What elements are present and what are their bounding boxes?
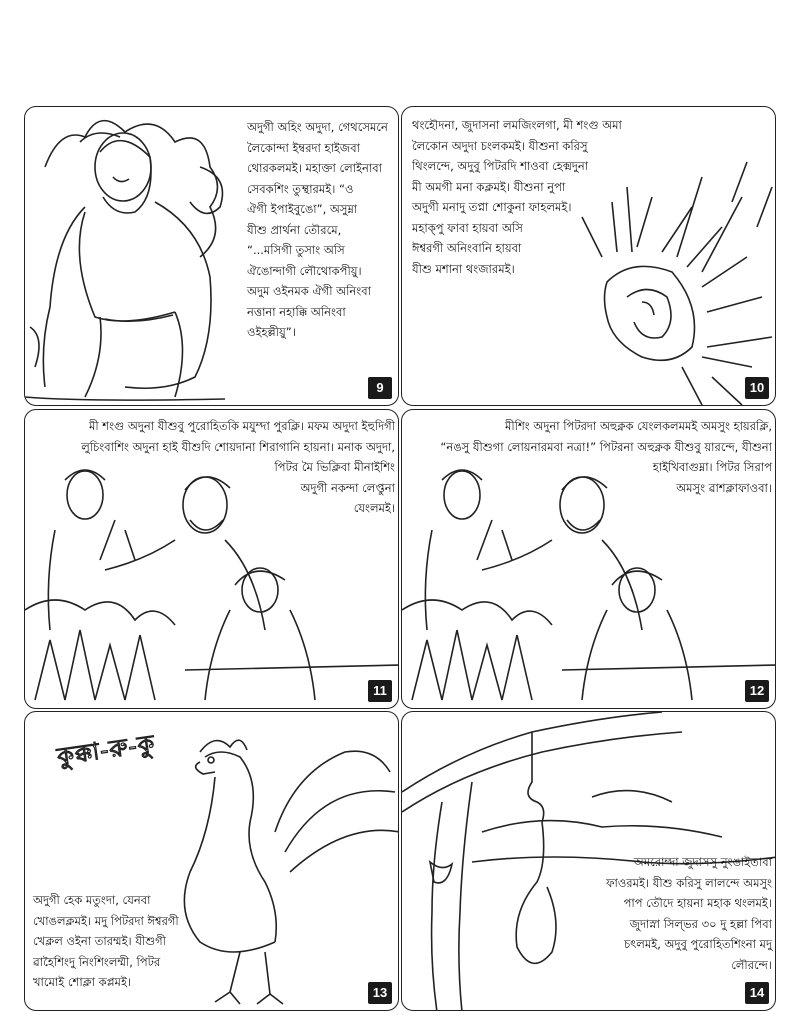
- panel-12: [401, 409, 776, 709]
- panel-number: 10: [745, 377, 769, 399]
- panel-number: 12: [745, 680, 769, 702]
- panel-9-text: অদুগী অহিং অদুদা, গেথসেমনে লৈকোন্দা ইম্বরদা হাইজবা থোরকলমই। মহাক্তা লোইনাবা সেবকশিং তুম্থারমই। “ও ঐগী ইপাইবুঙো”, অসুম্না যীশু প্রার্থনা তৌরমে, “...মসিগী তুসাং অসি ঐঙোন্দাগী লৌথোকপীয়ু। অদুম ওইনমক ঐগী অনিংবা নত্তানা নহাক্কি অনিংবা ওইহল্লীয়ু”।: [247, 120, 388, 339]
- rooster-crow-sound: কুক্কা-রু-কু: [55, 729, 158, 771]
- panel-13-text: অদুগী হেক মতুংদা, যেনবা খোঙলক্লমই। মদু পিটরদা ঈশ্বরগী খেক্লল ওইনা তারম্মই। যীশুগী ৱাহৈশিংদু নিংশিংলম্মী, পিটর খামোই শোক্লা কপ্লমই।: [33, 893, 179, 989]
- panel-number: 9: [368, 377, 392, 399]
- panel-number: 13: [368, 982, 392, 1004]
- panel-14: [401, 711, 776, 1011]
- panel-11-text: মী শংগু অদুনা যীশুবু পুরোহিতকি মযুম্দা পুরক্লি। মফম অদুদা ইহুদিগী লুচিংবাশিং অদুনা হাই যীশুদি শোয়দানা শিরাগানি হায়না। মনাক অদুদা, পিটর মৈ ভিক্লিবা মীনাইশিং অদুগী নকন্দা লেপ্তুনা যেংলমই।: [81, 419, 395, 515]
- panel-9: [24, 106, 399, 406]
- panel-12-text: মীশিং অদুনা পিটরদা অহুক্নক যেংলকলমমই অমসুং হায়রক্লি, “নঙসু যীশুগা লোয়নারমবা নত্রা!” পিটরনা অহুক্নক যীশুবু য়ারন্দে, যীশুনা হাইখিবাগুম্না। পিটর সিরাপ অমসুং ৱাশক্লাফাওবা।: [440, 419, 772, 495]
- panel-14-text: অমরোম্দা জুদাসসু নুংঙাইতাবা ফাওরমই। যীশু করিসু লালন্দে অমসুং পাপ তৌদে হায়না মহাক থংলমই। জুদাস্না সিল্ভর ৩০ দু হল্লা পিবা চৎলমই, অদুবু পুরোহিতশিংনা মদু লৌরন্দে।: [606, 855, 772, 972]
- panel-10: [401, 106, 776, 406]
- panel-number: 11: [368, 680, 392, 702]
- panel-10-text: থংহৌদনা, জুদাসনা লমজিংলগা, মী শংগু অমা লৈকোন অদুদা চংলকমই। যীশুনা করিসু থিংলন্দে, অদুবু পিটরদি শাওবা হেক্মদুনা মী অমগী মনা কক্লমই। যীশুনা নুপা অদুগী মনাদু তপ্না শোকুনা ফাহলমই। মহাক্পু ফাবা হায়বা অসি ঈশ্বরগী অনিংবানি হায়বা যীশু মশানা থংজারমই।: [412, 118, 622, 276]
- panel-11: [24, 409, 399, 709]
- panel-13: [24, 711, 399, 1011]
- panel-number: 14: [745, 982, 769, 1004]
